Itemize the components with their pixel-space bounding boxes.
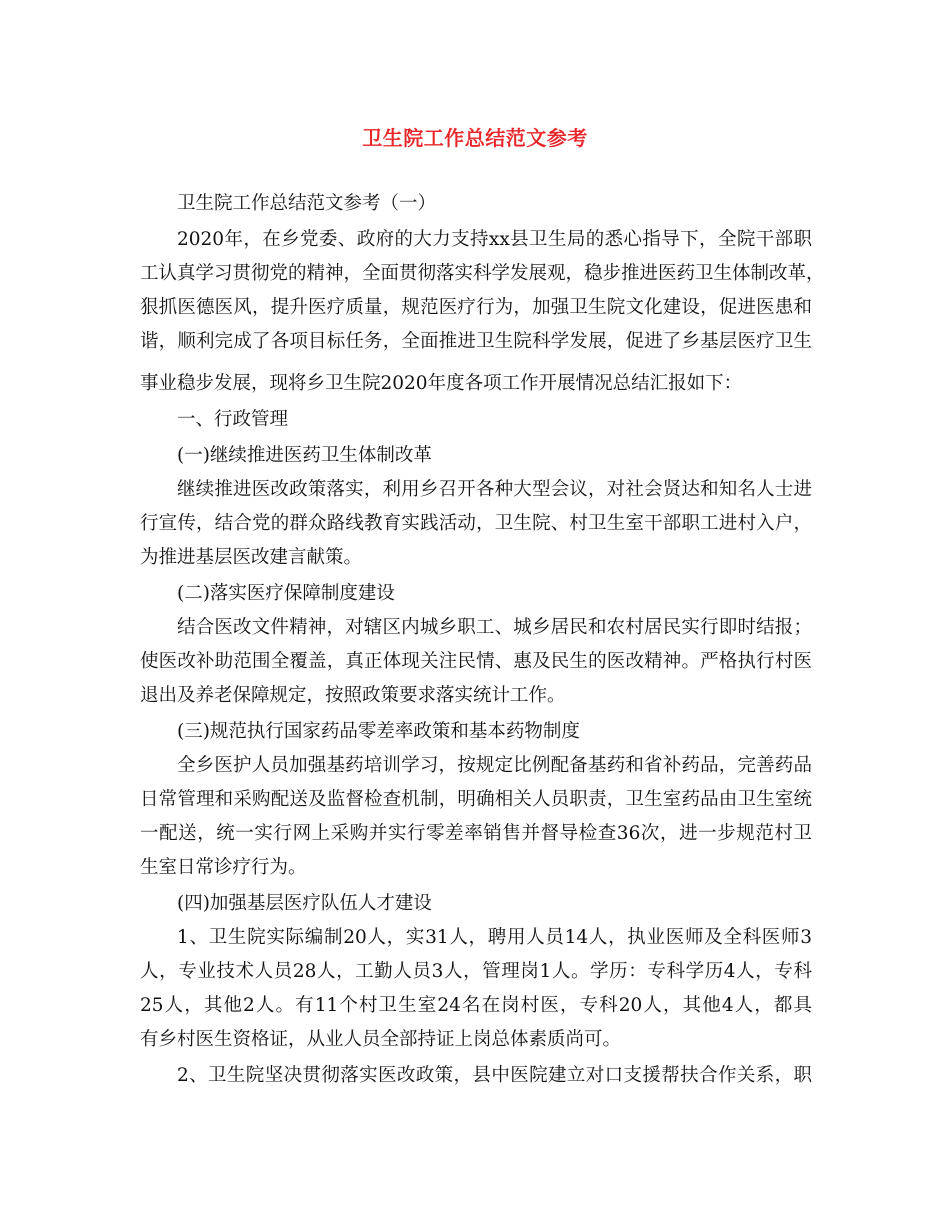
paragraph-line: 25人，其他2人。有11个村卫生室24名在岗村医，专科20人，其他4人，都具 <box>140 995 812 1016</box>
paragraph-line: 有乡村医生资格证，从业人员全部持证上岗总体素质尚可。 <box>140 1029 622 1050</box>
paragraph-line: 行宣传，结合党的群众路线教育实践活动，卫生院、村卫生室干部职工进村入户， <box>140 513 812 534</box>
paragraph-line: 退出及养老保障规定，按照政策要求落实统计工作。 <box>140 685 566 706</box>
subsection-heading: (三)规范执行国家药品零差率政策和基本药物制度 <box>177 721 580 742</box>
subtitle-line: 卫生院工作总结范文参考（一） <box>177 193 437 214</box>
paragraph-line: 为推进基层医改建言献策。 <box>140 547 363 568</box>
paragraph-line: 1、卫生院实际编制20人，实31人，聘用人员14人，执业医师及全科医师3 <box>177 927 812 948</box>
paragraph-line: 生室日常诊疗行为。 <box>140 857 307 878</box>
paragraph-line: 事业稳步发展，现将乡卫生院2020年度各项工作开展情况总结汇报如下： <box>140 373 743 394</box>
subsection-heading: (二)落实医疗保障制度建设 <box>177 583 395 604</box>
paragraph-line: 谐，顺利完成了各项目标任务，全面推进卫生院科学发展，促进了乡基层医疗卫生 <box>140 331 812 352</box>
subsection-heading: (四)加强基层医疗队伍人才建设 <box>177 893 432 914</box>
paragraph-line: 继续推进医改政策落实，利用乡召开各种大型会议，对社会贤达和知名人士进 <box>177 479 812 500</box>
paragraph-line: 结合医改文件精神，对辖区内城乡职工、城乡居民和农村居民实行即时结报； <box>177 617 812 638</box>
paragraph-line: 日常管理和采购配送及监督检查机制，明确相关人员职责，卫生室药品由卫生室统 <box>140 789 812 810</box>
paragraph-line: 一配送，统一实行网上采购并实行零差率销售并督导检查36次，进一步规范村卫 <box>140 823 812 844</box>
document-title: 卫生院工作总结范文参考 <box>362 126 588 150</box>
paragraph-line: 工认真学习贯彻党的精神，全面贯彻落实科学发展观，稳步推进医药卫生体制改革， <box>140 263 825 284</box>
paragraph-line: 2020年，在乡党委、政府的大力支持xx县卫生局的悉心指导下，全院干部职 <box>177 229 812 250</box>
paragraph-line: 使医改补助范围全覆盖，真正体现关注民情、惠及民生的医改精神。严格执行村医 <box>140 651 812 672</box>
paragraph-line: 狠抓医德医风，提升医疗质量，规范医疗行为，加强卫生院文化建设，促进医患和 <box>140 297 812 318</box>
paragraph-line: 2、卫生院坚决贯彻落实医改政策，县中医院建立对口支援帮扶合作关系，职 <box>177 1065 812 1086</box>
section-heading: 一、行政管理 <box>177 409 289 430</box>
paragraph-line: 人，专业技术人员28人，工勤人员3人，管理岗1人。学历：专科学历4人，专科 <box>140 961 812 982</box>
paragraph-line: 全乡医护人员加强基药培训学习，按规定比例配备基药和省补药品，完善药品 <box>177 755 812 776</box>
subsection-heading: (一)继续推进医药卫生体制改革 <box>177 445 432 466</box>
